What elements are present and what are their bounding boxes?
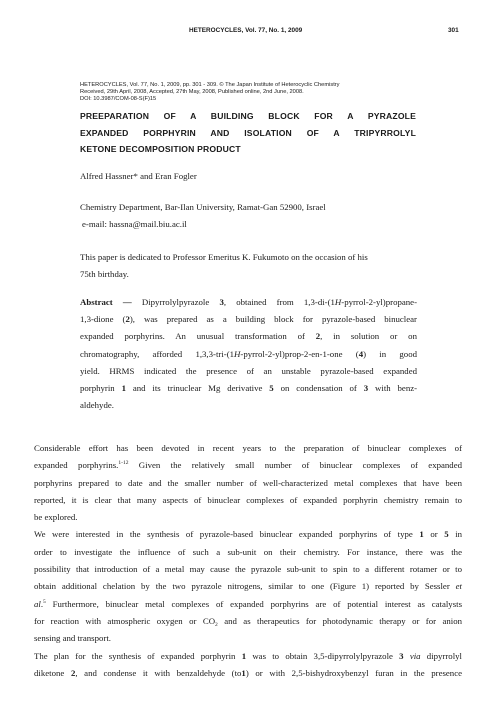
body-line: expanded porphyrins.$^{1-12}$ Given the relatively small number of binuclear complexes of expanded [34, 460, 462, 471]
compound-ref: 2 [70, 667, 76, 678]
body-line: reported, it is clear that many aspects of binuclear complexes of expanded porphyrin chemistry remain to [34, 494, 462, 505]
body-line: al.$^5$ Furthermore, binuclear metal complexes of expanded porphyrins are of potential interest as catalysts [34, 598, 462, 609]
body-line: order to investigate the influence of such a sub-unit on their chemistry. For instance, there was the [34, 546, 462, 557]
paragraph-1 [34, 440, 462, 526]
title-line-1: PREEPARATION OF A BUILDING BLOCK FOR A PYRAZOLE [80, 111, 416, 121]
compound-ref: 5 [269, 383, 274, 394]
dates-line: Received, 29th April, 2008, Accepted, 27th May, 2008, Published online, 2nd June, 2008. [80, 89, 304, 96]
abstract-line: aldehyde. [80, 400, 114, 411]
body-line: The plan for the synthesis of expanded porphyrin 1 was to obtain 3,5-dipyrrolylpyrazole 3 via dipyrrolyl [34, 650, 462, 661]
abstract-line: chromatography, afforded 1,3,3-tri-(1H-pyrrol-2-yl)prop-2-en-1-one (4) in good [80, 348, 418, 359]
compound-ref: 3 [363, 383, 369, 394]
reference-marker[interactable]: 1-12 [118, 460, 129, 467]
compound-ref: 1 [241, 667, 246, 678]
body-line: Considerable effort has been devoted in recent years to the preparation of binuclear complexes of [34, 443, 462, 453]
dedication-line-2: 75th birthday. [80, 269, 129, 279]
body-line: sensing and transport. [34, 633, 111, 644]
article-title [80, 108, 416, 158]
abstract-label: Abstract [80, 297, 113, 307]
body-line: for reaction with atmospheric oxygen or $CO_2$ and as therapeutics for photodynamic therapy or for anion [34, 615, 462, 628]
body-line: be explored. [34, 512, 78, 523]
body-text [34, 440, 462, 682]
reference-marker[interactable]: 5 [43, 598, 46, 605]
citation-block [80, 82, 420, 103]
department: Chemistry Department, Bar-Ilan University, Ramat-Gan 52900, Israel [80, 202, 326, 212]
email-address[interactable]: e-mail: hassna@mail.biu.ac.il [82, 219, 187, 229]
compound-ref: 3 [219, 297, 224, 307]
body-line: obtain additional chelation by the two pyrazole nitrogens, similar to one (Figure 1) reported by Sessler et [34, 581, 462, 592]
compound-ref: 2 [315, 331, 321, 342]
dedication [80, 249, 416, 283]
abstract-line: Abstract — Dipyrrolylpyrazole 3, obtained from 1,3-di-(1H-pyrrol-2-yl)propane- [80, 297, 417, 307]
abstract-line: yield. HRMS indicated the presence of an unstable pyrazole-based expanded [80, 365, 417, 376]
paragraph-3 [34, 648, 462, 683]
citation-line: HETEROCYCLES, Vol. 77, No. 1, 2009, pp. 301 - 309. © The Japan Institute of Heterocyclic Chemistry [80, 82, 340, 88]
compound-ref: 1 [241, 650, 247, 661]
abstract-line: expanded porphyrins. An unusual transformation of 2, in solution or on [80, 331, 417, 342]
affiliation [80, 199, 326, 233]
body-line: We were interested in the synthesis of pyrazole-based binuclear expanded porphyrins of type 1 or 5 in [34, 529, 463, 540]
journal-name: HETEROCYCLES, Vol. 77, No. 1, 2009 [189, 27, 303, 34]
body-line: possibility that introduction of a metal may cause the pyrazole sub-unit to spin to a different rotamer or to [34, 564, 462, 575]
title-line-2: EXPANDED PORPHYRIN AND ISOLATION OF A TRIPYRROLYL [80, 127, 416, 138]
doi-line: DOI: 10.3987/COM-08-S(F)15 [80, 96, 157, 103]
body-line: diketone 2, and condense it with benzaldehyde (to1) or with 2,5-bishydroxybenzyl furan in the presence [34, 667, 463, 678]
abstract [80, 294, 417, 414]
authors: Alfred Hassner* and Eran Fogler [80, 171, 197, 181]
abstract-line: 1,3-dione (2), was prepared as a building block for pyrazole-based binuclear [80, 314, 417, 325]
compound-ref: 2 [125, 314, 130, 325]
title-line-3: KETONE DECOMPOSITION PRODUCT [80, 144, 241, 154]
compound-ref: 1 [419, 529, 424, 540]
paragraph-2 [34, 526, 462, 647]
compound-ref: 3 [399, 650, 404, 661]
abstract-line: porphyrin 1 and its trinuclear Mg derivative 5 on condensation of 3 with benz- [80, 383, 418, 394]
compound-ref: 5 [444, 529, 449, 540]
compound-ref: 1 [121, 383, 126, 394]
dedication-line-1: This paper is dedicated to Professor Emeritus K. Fukumoto on the occasion of his [80, 252, 368, 262]
page-number: 301 [448, 27, 459, 34]
compound-ref: 4 [358, 348, 364, 359]
body-line: porphyrins prepared to date and the smaller number of well-characterized metal complexes that have been [34, 477, 462, 488]
